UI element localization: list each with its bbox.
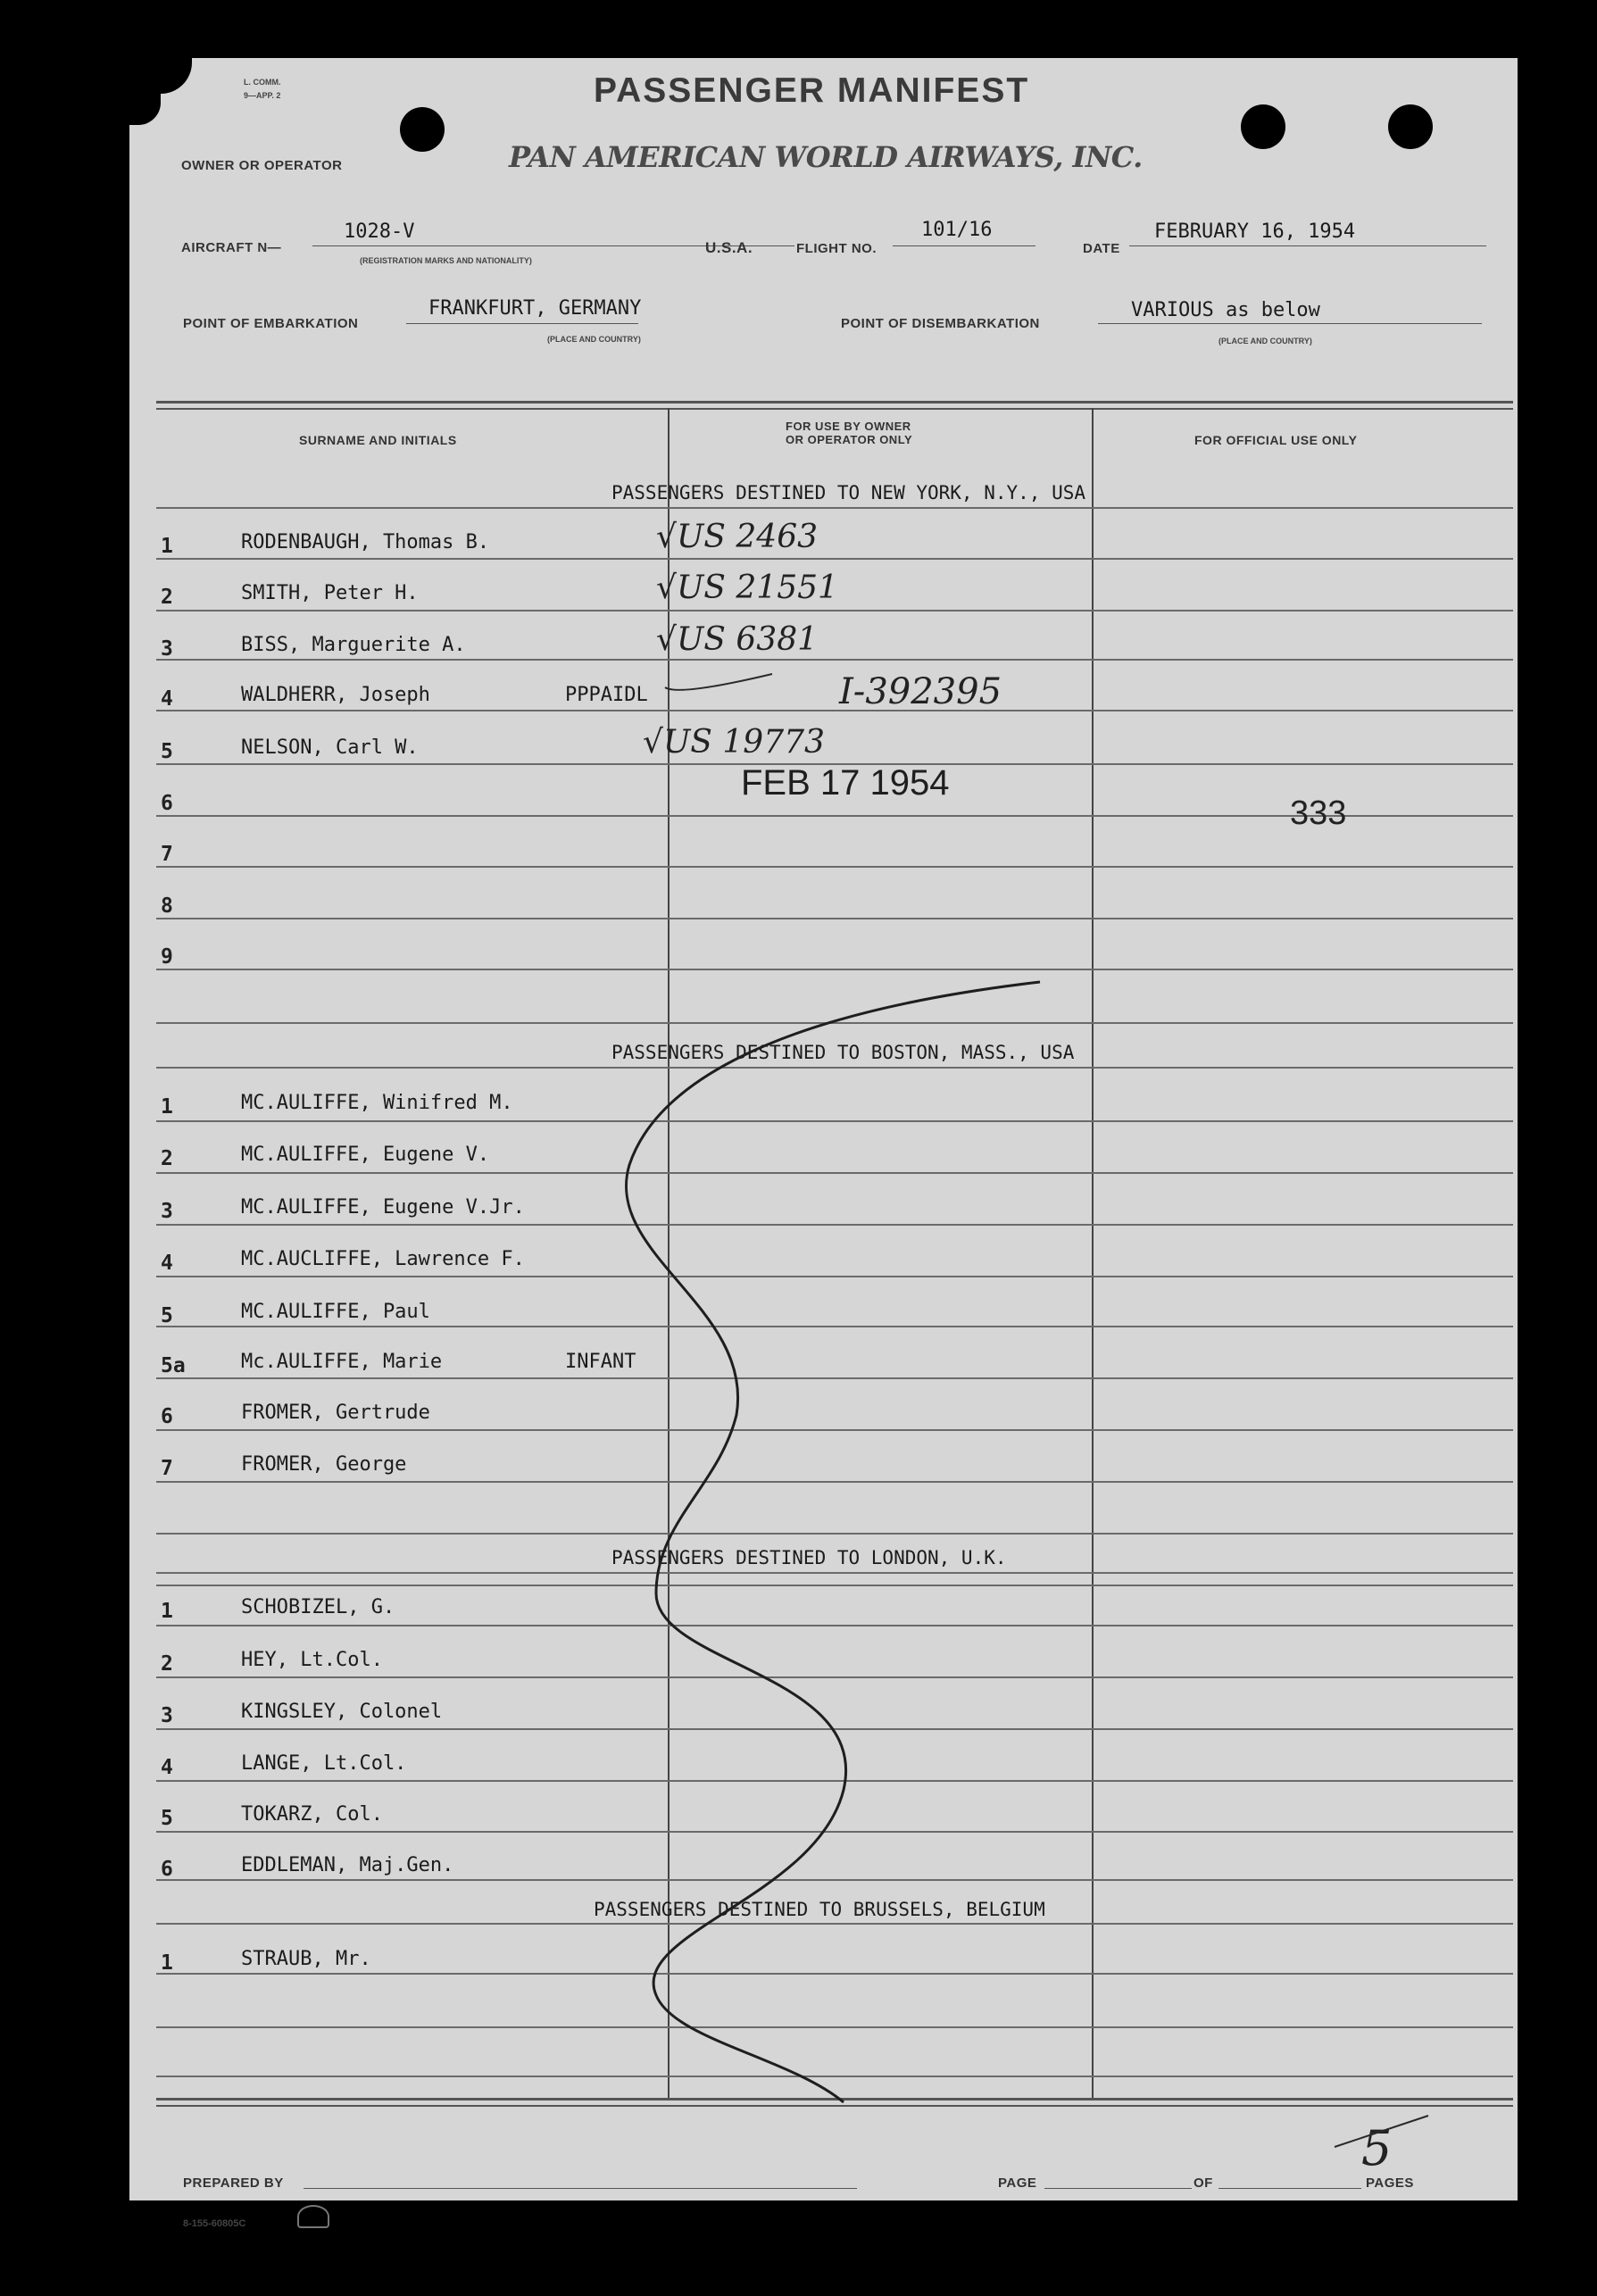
place-caption-1: (PLACE AND COUNTRY) <box>547 335 641 344</box>
passenger-name: HEY, Lt.Col. <box>241 1649 383 1671</box>
row-number: 7 <box>161 843 173 866</box>
row-number: 1 <box>161 1095 173 1119</box>
pages-label: PAGES <box>1366 2175 1414 2191</box>
corner-text-2: 9—APP. 2 <box>244 91 281 100</box>
row-number: 4 <box>161 1756 173 1779</box>
section-heading: PASSENGERS DESTINED TO BOSTON, MASS., USA <box>611 1042 1075 1063</box>
owner-annotation: √US 19773 <box>643 724 825 761</box>
embark-value: FRANKFURT, GERMANY <box>428 297 642 320</box>
passenger-note: INFANT <box>565 1351 636 1373</box>
corner-text-1: L. COMM. <box>244 78 281 87</box>
row-number: 5 <box>161 1304 173 1327</box>
form-code: 8-155-60805C <box>183 2218 246 2229</box>
passenger-name: BISS, Marguerite A. <box>241 634 466 656</box>
row-number: 3 <box>161 1200 173 1223</box>
owner-annotation: √US 6381 <box>656 621 819 658</box>
disembark-label: POINT OF DISEMBARKATION <box>841 316 1040 331</box>
section-heading: PASSENGERS DESTINED TO BRUSSELS, BELGIUM <box>594 1899 1045 1920</box>
handwriting-overlay <box>129 58 1518 2200</box>
passenger-name: SCHOBIZEL, G. <box>241 1596 395 1618</box>
official-mark: 333 <box>1290 794 1347 832</box>
row-number: 5 <box>161 1807 173 1830</box>
col-official-header: FOR OFFICIAL USE ONLY <box>1194 433 1358 447</box>
aircraft-label: AIRCRAFT N— <box>181 240 282 255</box>
passenger-name: NELSON, Carl W. <box>241 736 419 759</box>
passenger-name: STRAUB, Mr. <box>241 1948 371 1970</box>
row-number: 9 <box>161 945 173 969</box>
passenger-name: FROMER, Gertrude <box>241 1402 430 1424</box>
col-owner-header-2: OR OPERATOR ONLY <box>786 433 913 446</box>
passenger-name: Mc.AULIFFE, Marie <box>241 1351 443 1373</box>
pages-check-stroke <box>1335 2116 1428 2147</box>
passenger-name: LANGE, Lt.Col. <box>241 1752 407 1775</box>
of-label: OF <box>1194 2175 1213 2191</box>
row-number: 1 <box>161 535 173 558</box>
manifest-sheet <box>129 58 1518 2229</box>
check-slash-mark <box>665 674 772 690</box>
passenger-name: MC.AUCLIFFE, Lawrence F. <box>241 1248 525 1270</box>
passenger-name: TOKARZ, Col. <box>241 1803 383 1826</box>
owner-annotation: I-392395 <box>839 671 1002 712</box>
passenger-name: KINGSLEY, Colonel <box>241 1701 443 1723</box>
registration-caption: (REGISTRATION MARKS AND NATIONALITY) <box>360 256 532 265</box>
section-heading: PASSENGERS DESTINED TO NEW YORK, N.Y., USA <box>611 482 1086 503</box>
disembark-value: VARIOUS as below <box>1131 299 1320 321</box>
printer-mark-icon <box>297 2205 329 2228</box>
col-owner-header-1: FOR USE BY OWNER <box>786 420 911 433</box>
place-caption-2: (PLACE AND COUNTRY) <box>1219 337 1312 345</box>
passenger-name: MC.AULIFFE, Paul <box>241 1301 430 1323</box>
prepared-by-label: PREPARED BY <box>183 2175 284 2191</box>
total-pages: 5 <box>1361 2120 1393 2176</box>
section-heading: PASSENGERS DESTINED TO LONDON, U.K. <box>611 1547 1007 1568</box>
row-number: 7 <box>161 1457 173 1480</box>
passenger-name: MC.AULIFFE, Eugene V.Jr. <box>241 1196 525 1219</box>
passenger-note: PPPAIDL <box>565 684 648 706</box>
col-surname-header: SURNAME AND INITIALS <box>299 433 457 447</box>
embark-label: POINT OF EMBARKATION <box>183 316 359 331</box>
flight-value: 101/16 <box>921 219 993 241</box>
owner-annotation: √US 21551 <box>656 570 838 606</box>
row-number: 6 <box>161 1858 173 1881</box>
received-date-stamp: FEB 17 1954 <box>741 763 950 803</box>
page-label: PAGE <box>998 2175 1037 2191</box>
row-number: 2 <box>161 1147 173 1170</box>
owner-label: OWNER OR OPERATOR <box>181 158 343 173</box>
row-number: 6 <box>161 1405 173 1428</box>
row-number: 1 <box>161 1951 173 1975</box>
passenger-name: SMITH, Peter H. <box>241 582 419 604</box>
row-number: 3 <box>161 637 173 661</box>
form-title: PASSENGER MANIFEST <box>594 71 1030 110</box>
usa-label: U.S.A. <box>705 239 753 256</box>
row-number: 8 <box>161 894 173 918</box>
row-number: 6 <box>161 792 173 815</box>
row-number: 2 <box>161 1652 173 1676</box>
passenger-name: EDDLEMAN, Maj.Gen. <box>241 1854 454 1876</box>
row-number: 4 <box>161 1252 173 1275</box>
passenger-name: MC.AULIFFE, Winifred M. <box>241 1092 513 1114</box>
passenger-name: WALDHERR, Joseph <box>241 684 430 706</box>
row-number: 5 <box>161 740 173 763</box>
row-number: 3 <box>161 1704 173 1727</box>
passenger-name: MC.AULIFFE, Eugene V. <box>241 1144 490 1166</box>
squiggle-line <box>626 982 1040 2102</box>
row-number: 5a <box>161 1354 186 1377</box>
date-label: DATE <box>1083 241 1120 256</box>
passenger-name: RODENBAUGH, Thomas B. <box>241 531 490 553</box>
row-number: 1 <box>161 1600 173 1623</box>
passenger-name: FROMER, George <box>241 1453 407 1476</box>
flight-label: FLIGHT NO. <box>796 241 877 256</box>
aircraft-value: 1028-V <box>344 220 415 243</box>
owner-annotation: √US 2463 <box>656 519 819 555</box>
row-number: 4 <box>161 687 173 711</box>
date-value: FEBRUARY 16, 1954 <box>1154 220 1356 243</box>
airline-name: PAN AMERICAN WORLD AIRWAYS, INC. <box>509 140 1143 174</box>
row-number: 2 <box>161 586 173 609</box>
